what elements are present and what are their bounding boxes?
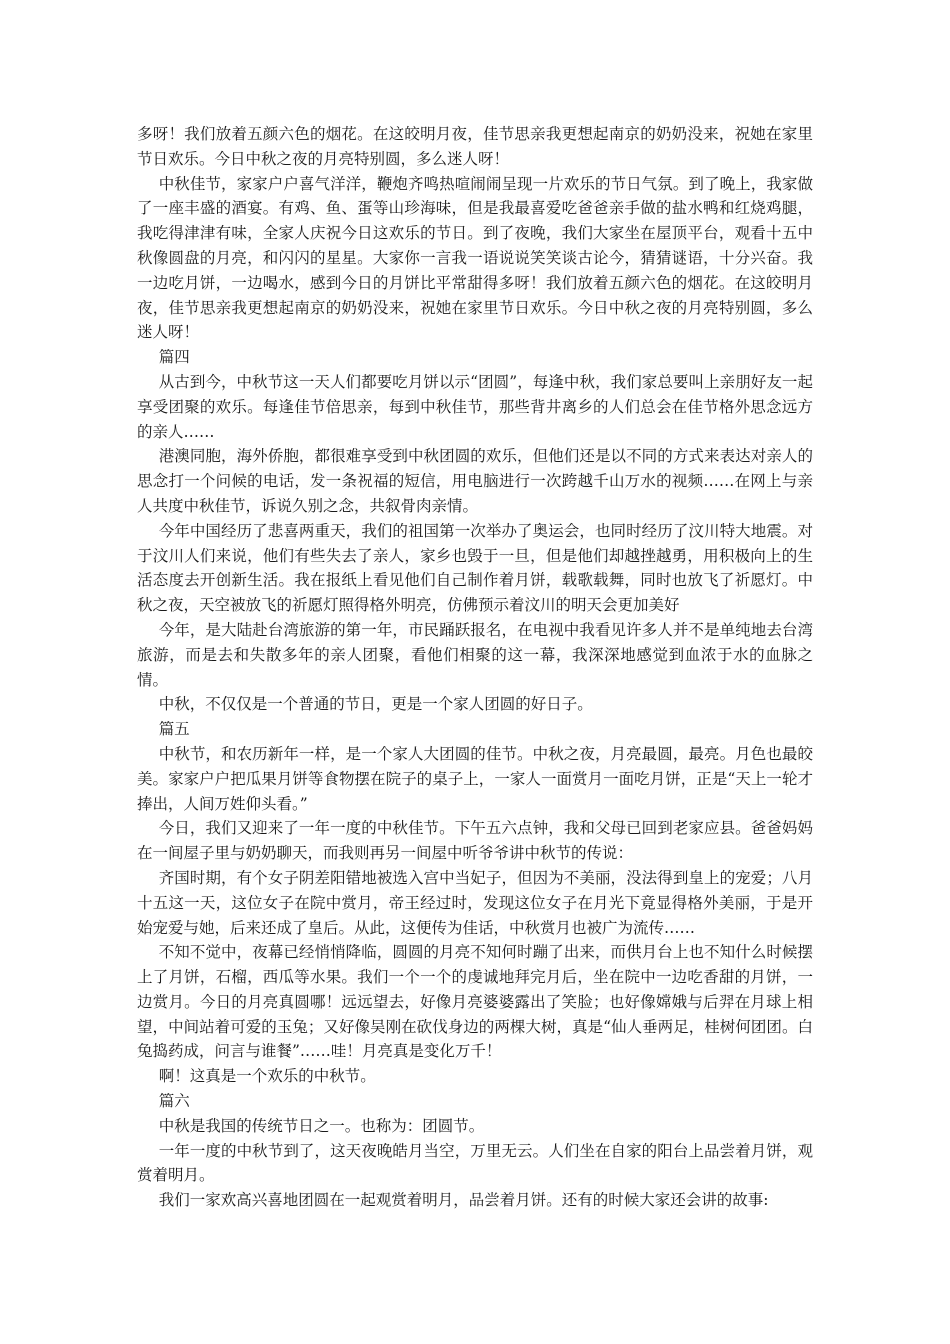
paragraph-11: 不知不觉中，夜幕已经悄悄降临，圆圆的月亮不知何时蹦了出来，而供月台上也不知什么时候摆上了月饼，石榴，西瓜等水果。我们一个一个的虔诚地拜完月后，坐在院中一边吃香甜的月饼，一边赏月。今日的月亮真圆哪！远远望去，好像月亮婆婆露出了笑脸；也好像嫦娥与后羿在月球上相望，中间站着可爱的玉兔；又好像吴刚在砍伐身边的两棵大树，真是“仙人垂两足，桂树何团团。白兔捣药成，问言与谁餐”……哇！月亮真是变化万千！ xyxy=(137,943,813,1061)
paragraph-1: 多呀！我们放着五颜六色的烟花。在这皎明月夜，佳节思亲我更想起南京的奶奶没来，祝她在家里节日欢乐。今日中秋之夜的月亮特别圆，多么迷人呀！ xyxy=(137,125,813,168)
section-heading-4: 篇四 xyxy=(158,348,190,367)
paragraph-5: 今年中国经历了悲喜两重天，我们的祖国第一次举办了奥运会，也同时经历了汶川特大地震。对于汶川人们来说，他们有些失去了亲人，家乡也毁于一旦，但是他们却越挫越勇，用积极向上的生活态度去开创新生活。我在报纸上看见他们自己制作着月饼，载歌载舞，同时也放飞了祈愿灯。中秋之夜，天空被放飞的祈愿灯照得格外明亮，仿佛预示着汶川的明天会更加美好 xyxy=(137,521,813,615)
paragraph-10: 齐国时期，有个女子阴差阳错地被选入宫中当妃子，但因为不美丽，没法得到皇上的宠爱；八月十五这一天，这位女子在院中赏月，帝王经过时，发现这位女子在月光下竟显得格外美丽，于是开始宠爱与她，后来还成了皇后。从此，这便传为佳话，中秋赏月也被广为流传…… xyxy=(137,868,813,937)
paragraph-14: 一年一度的中秋节到了，这天夜晚皓月当空，万里无云。人们坐在自家的阳台上品尝着月饼，观赏着明月。 xyxy=(137,1141,813,1185)
section-heading-6: 篇六 xyxy=(158,1092,190,1111)
paragraph-9: 今日，我们又迎来了一年一度的中秋佳节。下午五六点钟，我和父母已回到老家应县。爸爸妈妈在一间屋子里与奶奶聊天，而我则再另一间屋中听爷爷讲中秋节的传说： xyxy=(137,819,813,863)
paragraph-15: 我们一家欢高兴喜地团圆在一起观赏着明月，品尝着月饼。还有的时候大家还会讲的故事: xyxy=(158,1191,769,1210)
paragraph-4: 港澳同胞，海外侨胞，都很难享受到中秋团圆的欢乐，但他们还是以不同的方式来表达对亲人的思念打一个问候的电话，发一条祝福的短信，用电脑进行一次跨越千山万水的视频……在网上与亲人共度中秋佳节，诉说久别之念，共叙骨肉亲情。 xyxy=(137,447,813,515)
paragraph-3: 从古到今，中秋节这一天人们都要吃月饼以示“团圆”，每逢中秋，我们家总要叫上亲朋好友一起享受团聚的欢乐。每逢佳节倍思亲，每到中秋佳节，那些背井离乡的人们总会在佳节格外思念远方的亲人…… xyxy=(137,372,813,441)
paragraph-13: 中秋是我国的传统节日之一。也称为：团圆节。 xyxy=(158,1116,485,1135)
paragraph-12: 啊！这真是一个欢乐的中秋节。 xyxy=(158,1067,376,1086)
paragraph-6: 今年，是大陆赴台湾旅游的第一年，市民踊跃报名，在电视中我看见许多人并不是单纯地去台湾旅游，而是去和失散多年的亲人团聚，看他们相聚的这一幕，我深深地感觉到血浓于水的血脉之情。 xyxy=(137,620,813,689)
section-heading-5: 篇五 xyxy=(158,720,190,739)
paragraph-7: 中秋，不仅仅是一个普通的节日，更是一个家人团圆的好日子。 xyxy=(158,695,593,714)
document-body xyxy=(137,122,813,1213)
paragraph-8: 中秋节，和农历新年一样，是一个家人大团圆的佳节。中秋之夜，月亮最圆，最亮。月色也最皎美。家家户户把瓜果月饼等食物摆在院子的桌子上，一家人一面赏月一面吃月饼，正是“天上一轮才捧出，人间万姓仰头看。” xyxy=(137,744,813,813)
paragraph-2: 中秋佳节，家家户户喜气洋洋，鞭炮齐鸣热喧闹闹呈现一片欢乐的节日气氛。到了晚上，我家做了一座丰盛的酒宴。有鸡、鱼、蛋等山珍海味，但是我最喜爱吃爸爸亲手做的盐水鸭和红烧鸡腿，我吃得津津有味，全家人庆祝今日这欢乐的节日。到了夜晚，我们大家坐在屋顶平台，观看十五中秋像圆盘的月亮，和闪闪的星星。大家你一言我一语说说笑笑谈古论今，猜猜谜语，十分兴奋。我一边吃月饼，一边喝水，感到今日的月饼比平常甜得多呀！我们放着五颜六色的烟花。在这皎明月夜，佳节思亲我更想起南京的奶奶没来，祝她在家里节日欢乐。今日中秋之夜的月亮特别圆，多么迷人呀！ xyxy=(137,174,813,342)
